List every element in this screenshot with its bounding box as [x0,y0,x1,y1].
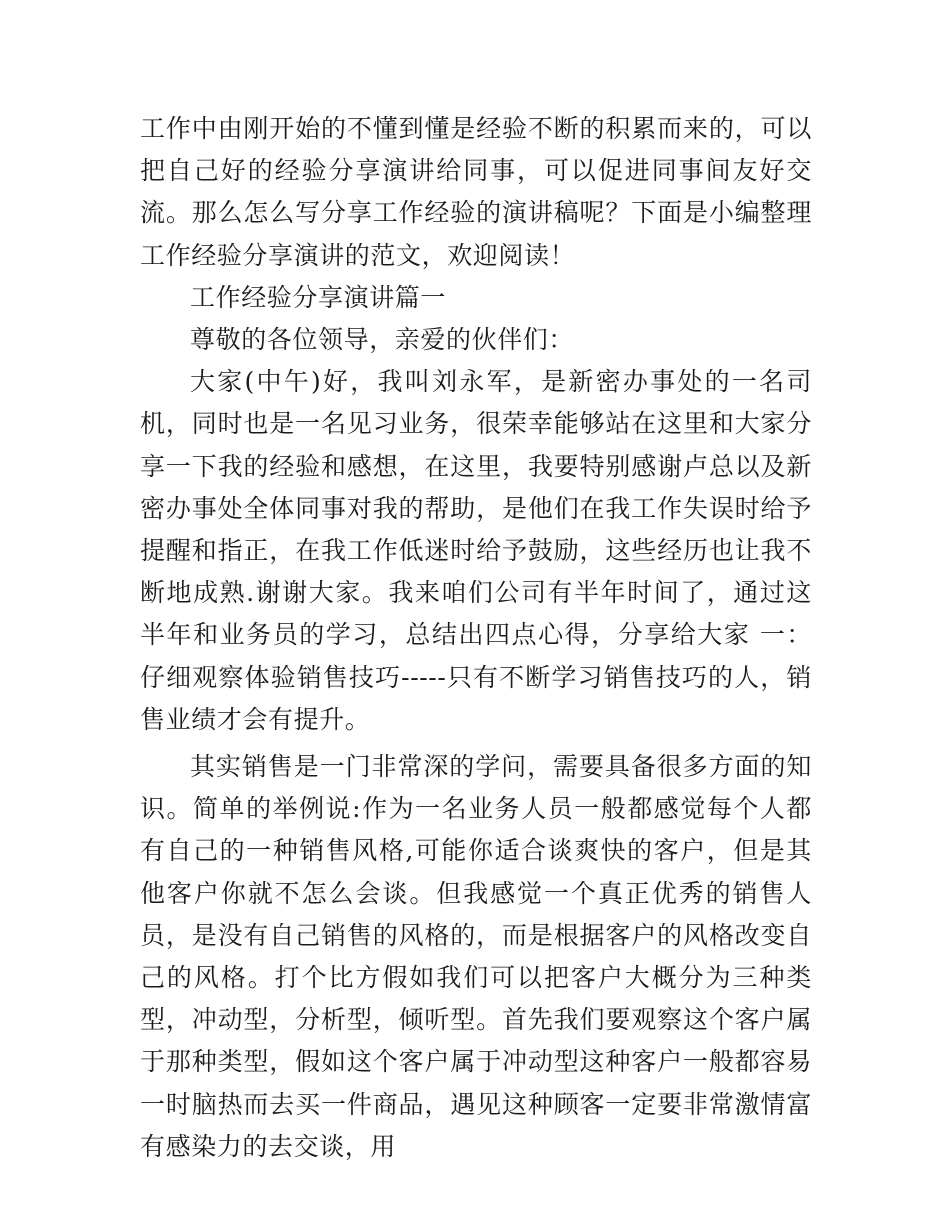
body-paragraph: 大家(中午)好，我叫刘永军，是新密办事处的一名司机，同时也是一名见习业务，很荣幸能够站在这里和大家分享一下我的经验和感想，在这里，我要特别感谢卢总以及新密办事处全体同事对我的帮助，是他们在我工作失误时给予提醒和指正，在我工作低迷时给予鼓励，这些经历也让我不断地成熟.谢谢大家。我来咱们公司有半年时间了，通过这半年和业务员的学习，总结出四点心得，分享给大家 一：仔细观察体验销售技巧-----只有不断学习销售技巧的人，销售业绩才会有提升。 [140,367,812,734]
document-body [140,108,812,1168]
section-title: 工作经验分享演讲篇一 [190,282,447,312]
intro-paragraph: 工作中由刚开始的不懂到懂是经验不断的积累而来的，可以把自己好的经验分享演讲给同事，可以促进同事间友好交流。那么怎么写分享工作经验的演讲稿呢？下面是小编整理工作经验分享演讲的范文，欢迎阅读！ [140,114,812,270]
salutation-paragraph: 尊敬的各位领导，亲爱的伙伴们： [190,325,575,355]
body-paragraph: 其实销售是一门非常深的学问，需要具备很多方面的知识。简单的举例说:作为一名业务人员一般都感觉每个人都有自己的一种销售风格,可能你适合谈爽快的客户，但是其他客户你就不怎么会谈。但我感觉一个真正优秀的销售人员，是没有自己销售的风格的，而是根据客户的风格改变自己的风格。打个比方假如我们可以把客户大概分为三种类型，冲动型，分析型，倾听型。首先我们要观察这个客户属于那种类型，假如这个客户属于冲动型这种客户一般都容易一时脑热而去买一件商品，遇见这种顾客一定要非常激情富有感染力的去交谈，用 [140,752,812,1161]
